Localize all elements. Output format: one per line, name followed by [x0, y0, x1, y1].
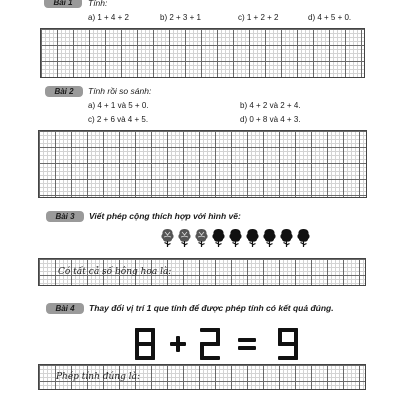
exercise-1-item-b: b) 2 + 3 + 1 — [160, 13, 201, 22]
exercise-3-answer-line: Có tất cả số bông hoa là: — [58, 267, 172, 277]
flower-icon-filled — [245, 228, 260, 248]
matchstick-2-d — [200, 356, 220, 360]
flower-icon-filled — [262, 228, 277, 248]
plus-stick-1 — [176, 336, 180, 352]
flower-icon-filled — [211, 228, 226, 248]
exercise-4-badge: Bài 4 — [46, 303, 84, 314]
exercise-1-title: Tính: — [88, 0, 108, 8]
exercise-1-item-d: d) 4 + 5 + 0. — [308, 13, 352, 22]
flower-icon-outline — [160, 228, 175, 248]
matchstick-4-d — [278, 356, 298, 360]
matchstick-0-g — [135, 342, 155, 346]
flower-icon-outline — [177, 228, 192, 248]
exercise-2-item-d: d) 0 + 8 và 4 + 3. — [240, 115, 301, 124]
exercise-1-grid — [40, 28, 365, 78]
exercise-2-badge: Bài 2 — [45, 86, 83, 97]
exercise-3-title: Viết phép cộng thích hợp với hình vẽ: — [89, 211, 241, 221]
exercise-1-item-a: a) 1 + 4 + 2 — [88, 13, 129, 22]
exercise-2-item-c: c) 2 + 6 và 4 + 5. — [88, 115, 149, 124]
flower-icon-filled — [228, 228, 243, 248]
flower-icon-filled — [296, 228, 311, 248]
flower-icon-filled — [279, 228, 294, 248]
exercise-2-title: Tính rồi so sánh: — [88, 86, 152, 96]
equals-stick-1 — [238, 346, 256, 350]
equals-stick-0 — [238, 338, 256, 342]
flower-icon-outline — [194, 228, 209, 248]
exercise-2-grid — [38, 130, 367, 198]
exercise-1-badge: Bài 1 — [44, 0, 82, 8]
exercise-4-title: Thay đổi vị trí 1 que tính để được phép tính có kết quả đúng. — [89, 303, 334, 313]
exercise-2-item-b: b) 4 + 2 và 2 + 4. — [240, 101, 301, 110]
exercise-1-item-c: c) 1 + 2 + 2 — [238, 13, 279, 22]
exercise-2-item-a: a) 4 + 1 và 5 + 0. — [88, 101, 149, 110]
flower-row — [160, 228, 311, 248]
matchstick-4-g — [278, 342, 298, 346]
exercise-3-badge: Bài 3 — [46, 211, 84, 222]
exercise-4-answer-line: Phép tính đúng là: — [56, 372, 141, 382]
